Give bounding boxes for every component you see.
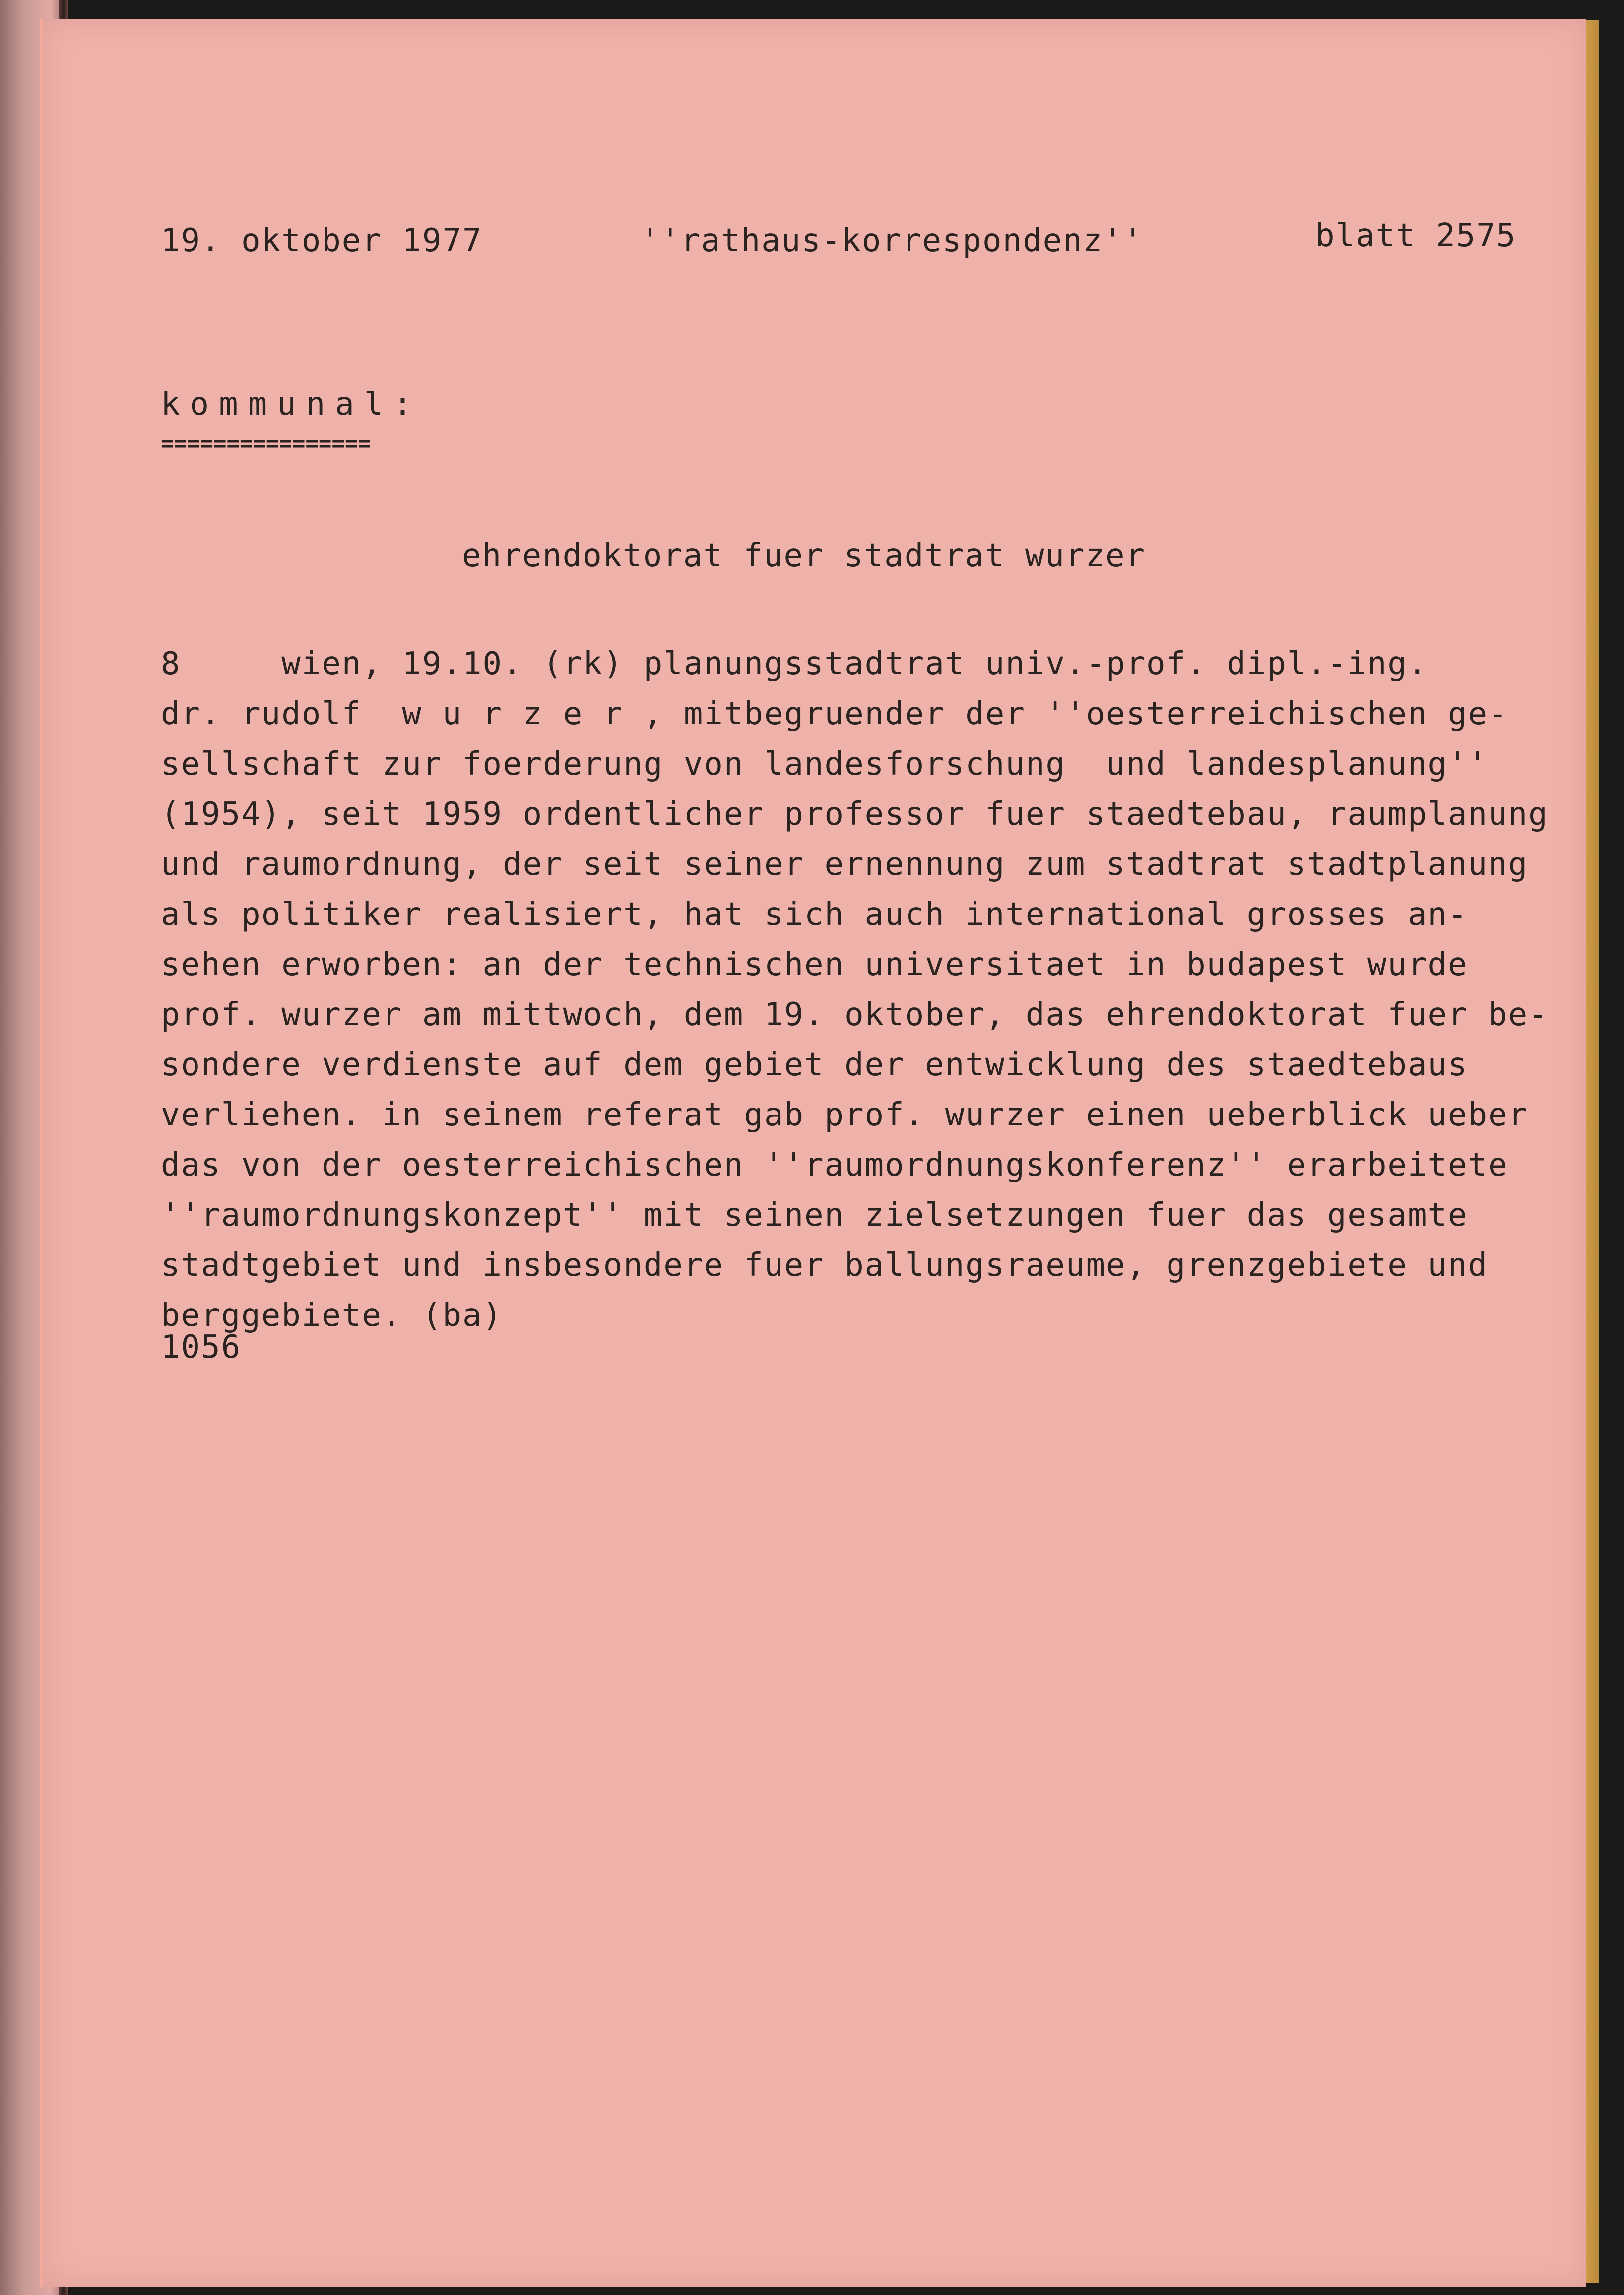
header-sheet-number: blatt 2575 [1315, 217, 1517, 254]
section-label: kommunal: [161, 386, 422, 423]
typewritten-page [40, 19, 1586, 2287]
header-publication: ''rathaus-korrespondenz'' [641, 222, 1144, 259]
header-date: 19. oktober 1977 [161, 222, 483, 259]
article-title: ehrendoktorat fuer stadtrat wurzer [462, 537, 1146, 574]
article-body: 8 wien, 19.10. (rk) planungsstadtrat univ.-prof. dipl.-ing. dr. rudolf w u r z e r , mitbegruender der ''oesterreichischen ge- sellschaft zur foerderung von landesforschung und landesplanung'' (1954), seit 1959 ordentlicher professor fuer staedtebau, raumplanung und raumordnung, der seit seiner ernennung zum stadtrat stadtplanung als politiker realisiert, hat sich auch international grosses an- sehen erworben: an der technischen universitaet in budapest wurde prof. wurzer am mittwoch, dem 19. oktober, das ehrendoktorat fuer be- sondere verdienste auf dem gebiet der entwicklung des staedtebaus verliehen. in seinem referat gab prof. wurzer einen ueberblick ueber das von der oesterreichischen ''raumordnungskonferenz'' erarbeitete ''raumordnungskonzept'' mit seinen zielsetzungen fuer das gesamte stadtgebiet und insbesondere fuer ballungsraeume, grenzgebiete und berggebiete. (ba) [161, 646, 1549, 1334]
footer-number: 1056 [161, 1329, 242, 1366]
section-underline: ================ [161, 431, 371, 456]
